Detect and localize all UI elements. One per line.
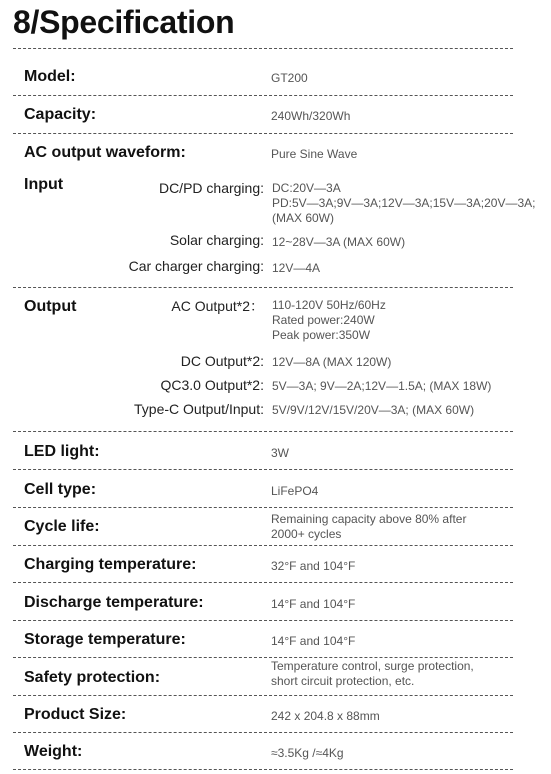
divider	[13, 695, 513, 696]
dc-pd-charging-value	[272, 181, 535, 226]
storage-temp-value: 14°F and 104°F	[271, 634, 356, 648]
capacity-label: Capacity:	[24, 106, 97, 123]
divider	[13, 287, 513, 288]
model-label: Model:	[24, 68, 76, 85]
divider	[13, 133, 513, 134]
qc-output-value	[272, 379, 491, 394]
divider	[13, 469, 513, 470]
cycle-life-label: Cycle life:	[24, 518, 100, 535]
divider	[13, 732, 513, 733]
solar-charging-label: Solar charging:	[169, 232, 264, 248]
value-line: Remaining capacity above 80% after	[271, 512, 467, 526]
led-value: 3W	[271, 446, 289, 460]
value-line: DC:20V—3A	[272, 181, 341, 195]
solar-charging-value	[272, 235, 405, 250]
value-line: 12V—4A	[272, 261, 321, 275]
value-line: PD:5V—3A;9V—3A;12V—3A;15V—3A;20V—3A;	[272, 196, 536, 210]
ac-output-value	[272, 298, 386, 343]
page-title: 8/Specification	[13, 4, 235, 40]
divider	[13, 657, 513, 658]
model-value: GT200	[271, 71, 308, 85]
discharge-temp-value: 14°F and 104°F	[271, 597, 356, 611]
value-line: 12~28V—3A (MAX 60W)	[272, 235, 406, 249]
input-label: Input	[24, 176, 64, 193]
value-line: Temperature control, surge protection,	[271, 659, 474, 673]
discharge-temp-label: Discharge temperature:	[24, 594, 204, 611]
divider	[13, 545, 513, 546]
cell-type-label: Cell type:	[24, 481, 97, 498]
qc-output-label: QC3.0 Output*2:	[160, 377, 264, 393]
value-line: Peak power:350W	[272, 328, 371, 342]
storage-temp-label: Storage temperature:	[24, 631, 186, 648]
divider	[13, 582, 513, 583]
led-label: LED light:	[24, 443, 100, 460]
value-line: 12V—8A (MAX 120W)	[272, 355, 392, 369]
charging-temp-label: Charging temperature:	[24, 556, 197, 573]
type-c-label: Type-C Output/Input:	[134, 401, 264, 417]
value-line: 5V—3A; 9V—2A;12V—1.5A; (MAX 18W)	[272, 379, 492, 393]
capacity-value: 240Wh/320Wh	[271, 109, 351, 123]
ac-output-label: AC Output*2：	[171, 298, 264, 314]
cell-type-value: LiFePO4	[271, 484, 319, 498]
dc-pd-charging-label: DC/PD charging:	[158, 180, 264, 196]
product-size-value: 242 x 204.8 x 88mm	[271, 709, 380, 723]
car-charger-charging-value	[272, 261, 320, 276]
value-line: 2000+ cycles	[271, 527, 342, 541]
charging-temp-value: 32°F and 104°F	[271, 559, 356, 573]
car-charger-charging-label: Car charger charging:	[128, 258, 264, 274]
dc-output-label: DC Output*2:	[180, 353, 264, 369]
dc-output-value	[272, 355, 391, 370]
cycle-life-value	[271, 512, 466, 542]
divider	[13, 620, 513, 621]
value-line: short circuit protection, etc.	[271, 674, 415, 688]
value-line: (MAX 60W)	[272, 211, 335, 225]
weight-value: ≈3.5Kg /≈4Kg	[271, 746, 344, 760]
waveform-value: Pure Sine Wave	[271, 147, 358, 161]
weight-label: Weight:	[24, 743, 83, 760]
safety-value	[271, 659, 474, 689]
safety-label: Safety protection:	[24, 669, 161, 686]
output-label: Output	[24, 298, 77, 315]
product-size-label: Product Size:	[24, 706, 127, 723]
waveform-label: AC output waveform:	[24, 144, 186, 161]
value-line: Rated power:240W	[272, 313, 375, 327]
value-line: 110-120V 50Hz/60Hz	[272, 298, 386, 312]
divider	[13, 769, 513, 770]
divider	[13, 431, 513, 432]
divider	[13, 48, 513, 49]
type-c-value	[272, 403, 474, 418]
divider	[13, 507, 513, 508]
value-line: 5V/9V/12V/15V/20V—3A; (MAX 60W)	[272, 403, 475, 417]
divider	[13, 95, 513, 96]
